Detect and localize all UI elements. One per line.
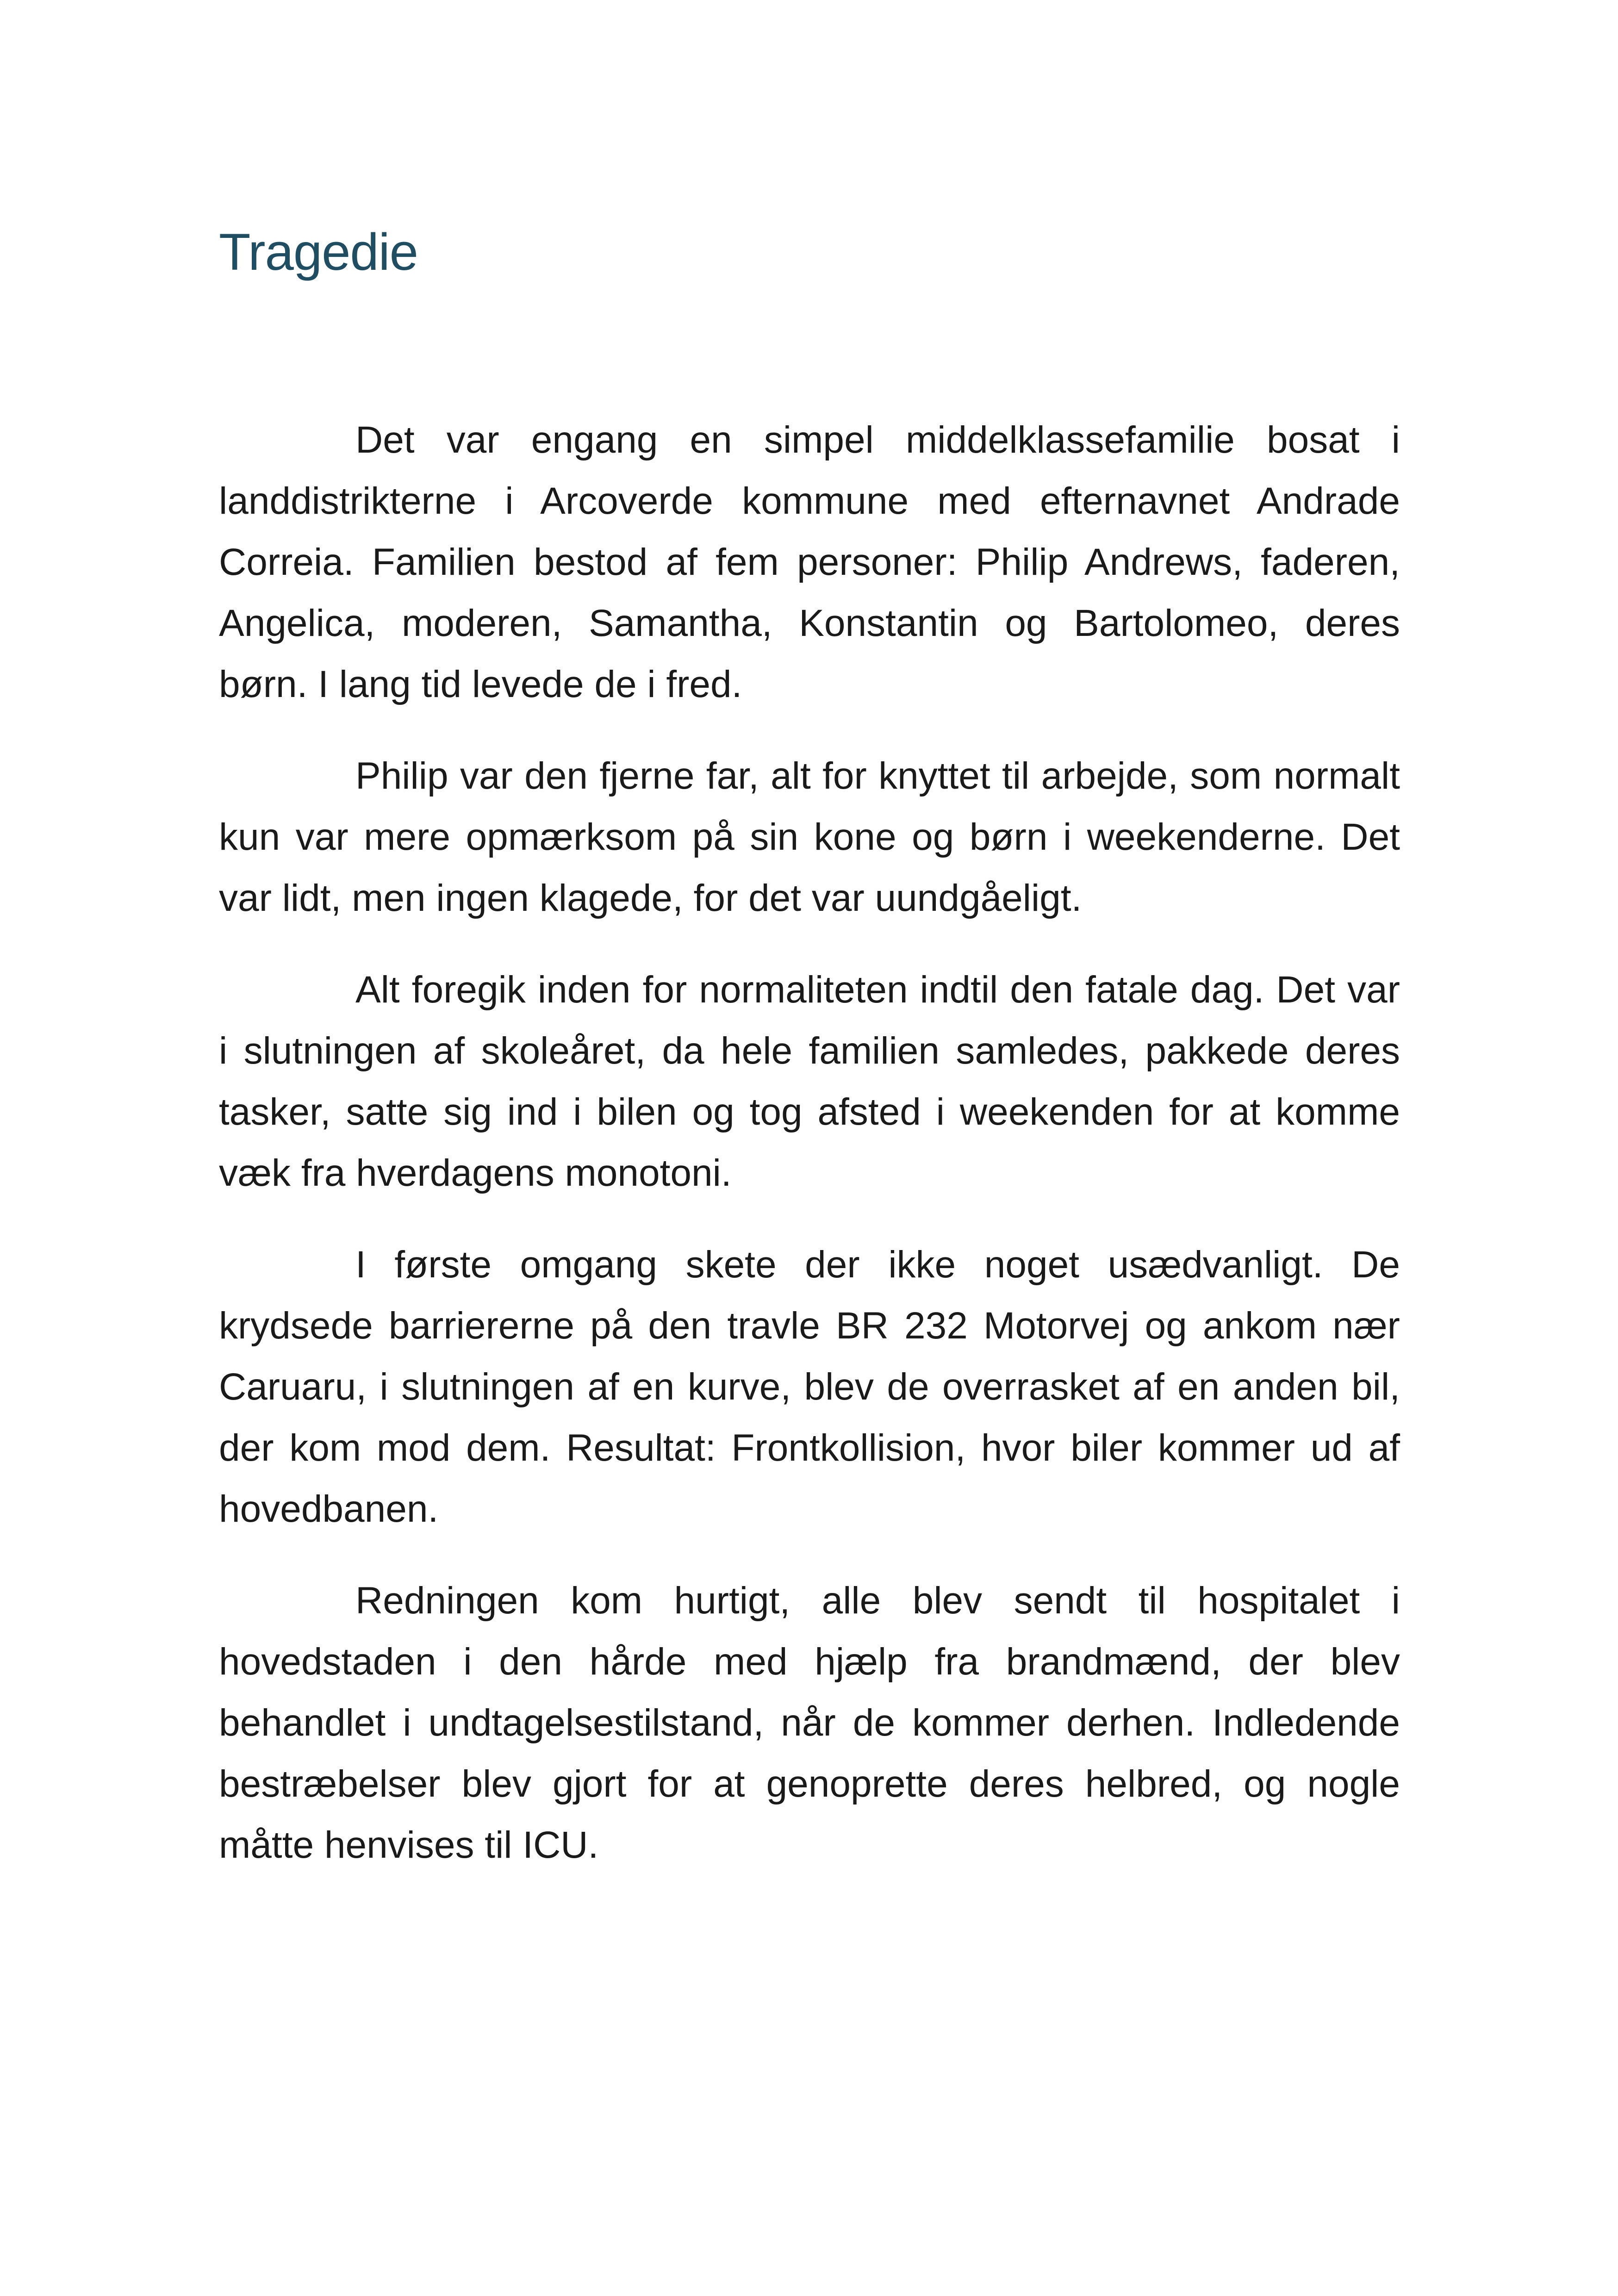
paragraph: Philip var den fjerne far, alt for knyttet til arbejde, som normalt kun var mere opmærksom på sin kone og børn i weekenderne. Det var lidt, men ingen klagede, for det var uundgåeligt.	[219, 755, 1400, 919]
paragraph: Alt foregik inden for normaliteten indtil den fatale dag. Det var i slutningen af skoleåret, da hele familien samledes, pakkede deres tasker, satte sig ind i bilen og tog afsted i weekenden for at komme væk fra hverdagens monotoni.	[219, 969, 1400, 1194]
document-body	[219, 410, 1400, 1906]
paragraph: Det var engang en simpel middelklassefamilie bosat i landdistrikterne i Arcoverde kommune med efternavnet Andrade Correia. Familien bestod af fem personer: Philip Andrews, faderen, Angelica, moderen, Samantha, Konstantin og Bartolomeo, deres børn. I lang tid levede de i fred.	[219, 419, 1400, 705]
paragraph: I første omgang skete der ikke noget usædvanligt. De krydsede barriererne på den travle BR 232 Motorvej og ankom nær Caruaru, i slutningen af en kurve, blev de overrasket af en anden bil, der kom mod dem. Resultat: Frontkollision, hvor biler kommer ud af hovedbanen.	[219, 1244, 1400, 1530]
paragraph: Redningen kom hurtigt, alle blev sendt til hospitalet i hovedstaden i den hårde med hjælp fra brandmænd, der blev behandlet i undtagelsestilstand, når de kommer derhen. Indledende bestræbelser blev gjort for at genoprette deres helbred, og nogle måtte henvises til ICU.	[219, 1580, 1400, 1866]
document-title: Tragedie	[219, 223, 418, 281]
